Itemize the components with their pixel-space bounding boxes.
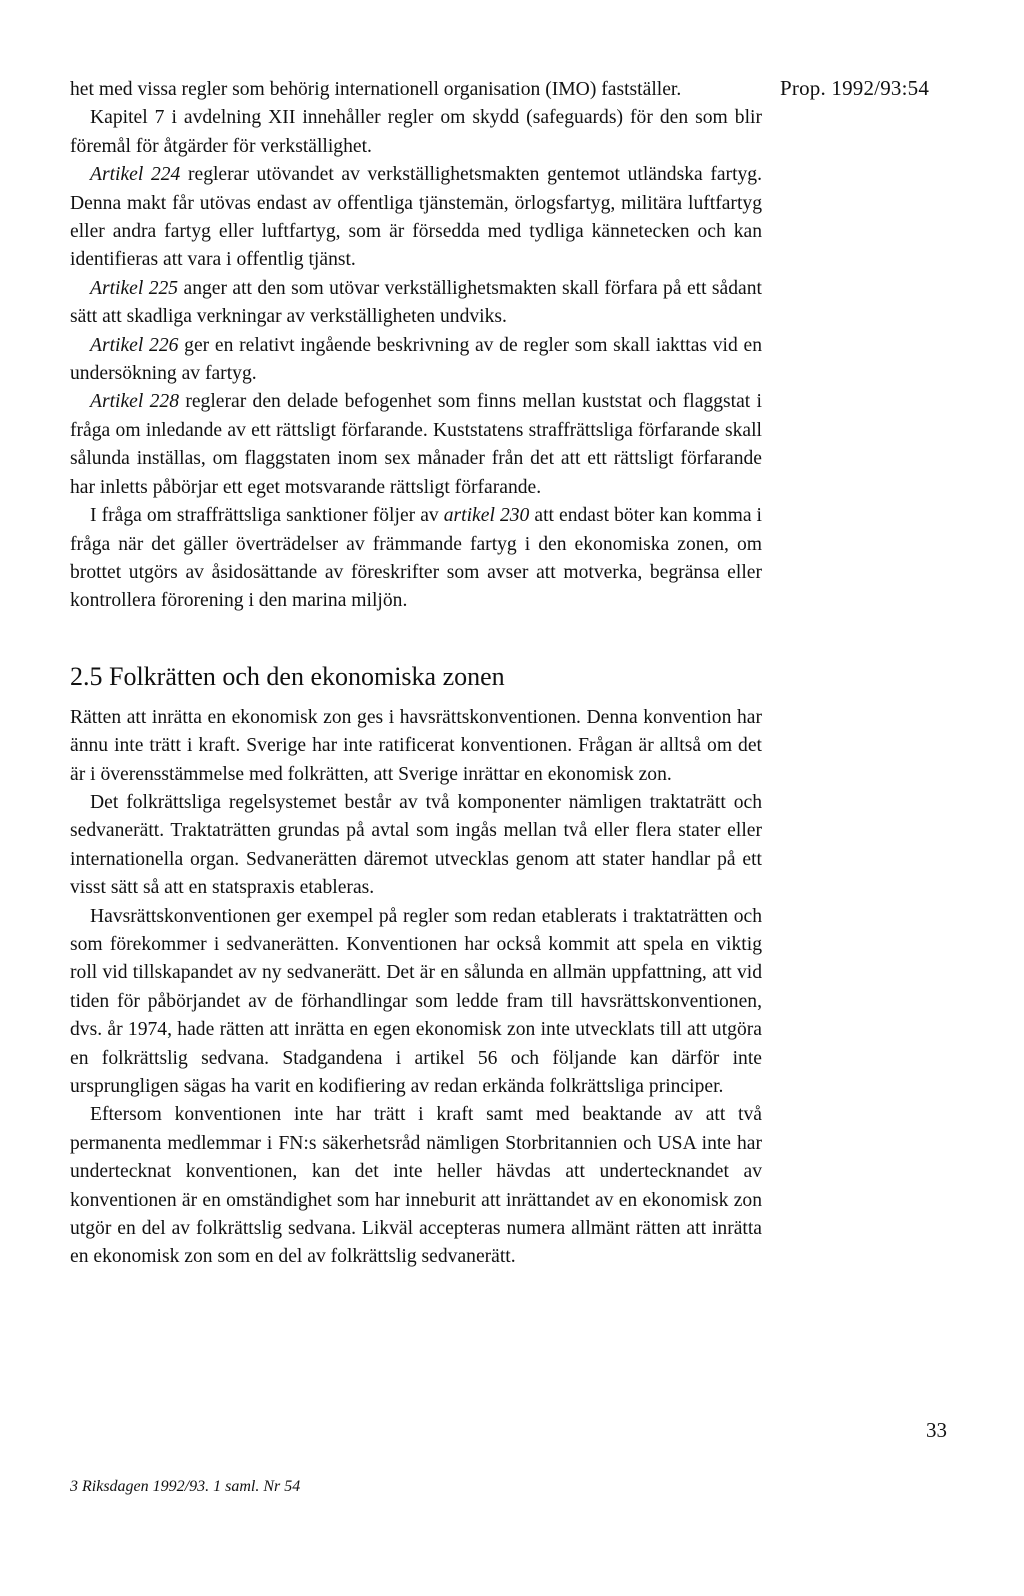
article-label: Artikel 224 [90, 164, 181, 186]
paragraph-artikel-225 [70, 275, 762, 332]
article-text: att endast böter kan komma i fråga när det gäller överträdelser av främmande fartyg i den ekonomiska zonen, om brottet utgörs av åsidosättande av föreskrifter som avser att motverka, begränsa eller kontrollera förorening i den marina miljön. [70, 505, 763, 612]
footer-note: 3 Riksdagen 1992/93. 1 saml. Nr 54 [70, 1478, 301, 1495]
article-text: reglerar utövandet av verkställighetsmakten gentemot utländska fartyg. Denna makt får utövas endast av offentliga tjänstemän, örlogsfartyg, militära luftfartyg eller andra fartyg eller luftfartyg, som är försedda med tydliga kännetecken och kan identifieras att vara i offentlig tjänst. [70, 164, 762, 271]
body-text [70, 76, 762, 1272]
paragraph-artikel-230 [70, 502, 762, 616]
paragraph-ekonomisk-zon: Rätten att inrätta en ekonomisk zon ges i havsrättskonventionen. Denna konvention har ännu inte trätt i kraft. Sverige har inte ratificerat konventionen. Frågan är alltså om det är i överensstämmelse med folkrätten, att Sverige inrättar en ekonomisk zon. [70, 706, 762, 785]
paragraph-kapitel-7: Kapitel 7 i avdelning XII innehåller regler om skydd (safeguards) för den som blir föremål för åtgärder för verkställighet. [70, 107, 762, 157]
paragraph-artikel-228 [70, 388, 762, 502]
paragraph-imo: het med vissa regler som behörig internationell organisation (IMO) fastställer. [70, 79, 682, 100]
article-text: ger en relativt ingående beskrivning av de regler som skall iakttas vid en undersökning av fartyg. [70, 334, 763, 385]
section-heading: 2.5 Folkrätten och den ekonomiska zonen [70, 661, 505, 691]
paragraph-artikel-224 [70, 161, 762, 275]
paragraph-regelsystem: Det folkrättsliga regelsystemet består av två komponenter nämligen traktaträtt och sedvanerätt. Traktaträtten grundas på avtal som ingås mellan två eller flera stater eller internationella organ. Sedvanerätten däremot utvecklas genom att stater handlar på ett visst sätt så att en statspraxis etableras. [70, 791, 762, 899]
article-label: artikel 230 [443, 505, 530, 527]
article-text: anger att den som utövar verkställighetsmakten skall förfara på ett sådant sätt att skadliga verkningar av verkställigheten undviks. [70, 277, 762, 328]
paragraph-havsrattskonventionen: Havsrättskonventionen ger exempel på regler som redan etablerats i traktaträtten och som förekommer i sedvanerätten. Konventionen har också kommit att spela en viktig roll vid tillskapandet av ny sedvanerätt. Det är en sålunda en allmän uppfattning, att vid tiden för påbörjandet av de förhandlingar som ledde fram till havsrättskonventionen, dvs. år 1974, hade rätten att inrätta en egen ekonomisk zon inte utvecklats till att utgöra en folkrättslig sedvana. Stadgandena i artikel 56 och följande kan därför inte ursprungligen sägas ha varit en kodifiering av redan erkända folkrättsliga principer. [70, 905, 762, 1097]
article-text: reglerar den delade befogenhet som finns mellan kuststat och flaggstat i fråga om inledande av ett rättsligt förfarande. Kuststatens straffrättsliga förfarande skall sålunda inställas, om flaggstaten inom sex månader från det att ett rättsligt förfarande har inletts påbörjar ett eget motsvarande rättsligt förfarande. [70, 391, 762, 498]
paragraph-artikel-226 [70, 332, 762, 389]
paragraph-sedvana: Eftersom konventionen inte har trätt i kraft samt med beaktande av att två permanenta medlemmar i FN:s säkerhetsråd nämligen Storbritannien och USA inte har undertecknat konventionen, kan det inte heller hävdas att undertecknandet av konventionen är en omständighet som har inneburit att inrättandet av en ekonomisk zon utgör en del av folkrättslig sedvana. Likväl accepteras numera allmänt rätten att inrätta en ekonomisk zon som en del av folkrättslig sedvanerätt. [70, 1104, 762, 1268]
proposition-reference: Prop. 1992/93:54 [780, 76, 930, 100]
article-label: Artikel 228 [90, 391, 180, 413]
page-number: 33 [926, 1418, 947, 1442]
article-text: I fråga om straffrättsliga sanktioner följer av [90, 505, 444, 527]
article-label: Artikel 225 [90, 277, 179, 299]
article-label: Artikel 226 [90, 334, 179, 356]
